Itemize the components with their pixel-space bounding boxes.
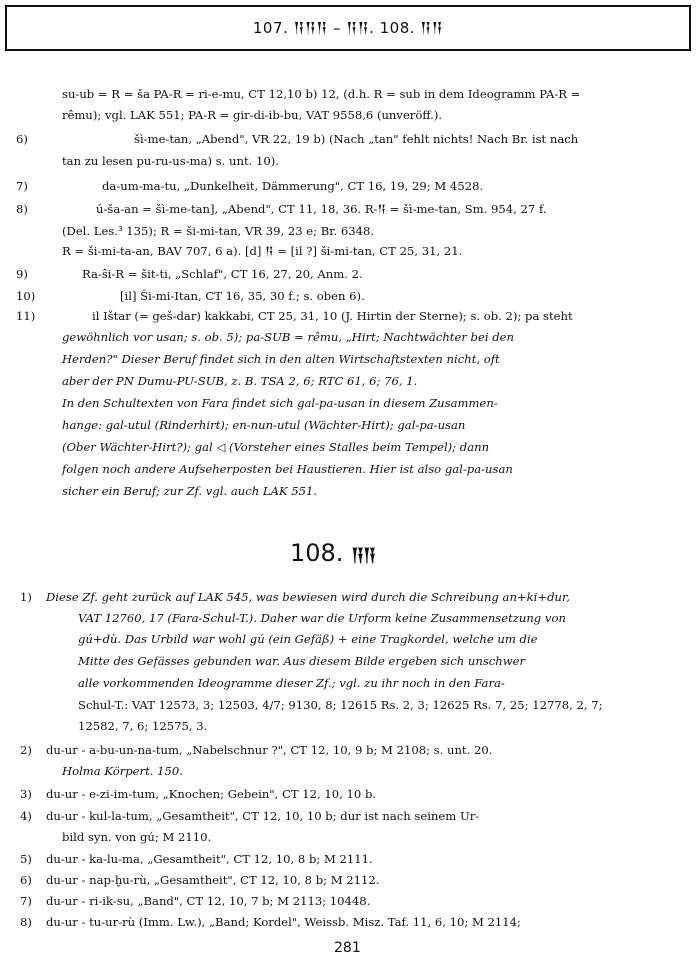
header-title: 107. 𒀀𒀀𒀀 – 𒀀𒀀. 108. 𒀀𒀀 [252,19,444,37]
text-line: da-um-ma-tu, „Dunkelheit, Dämmerung", CT 16, 19, 29; M 4528. [102,179,484,193]
text-line: il Ištar (= geš-dar) kakkabi, CT 25, 31, 10 (J. Hirtin der Sterne); s. ob. 2); pa steht [92,309,573,323]
text-line: R = ši-mi-ta-an, BAV 707, 6 a). [d] 𒀀 = [il ?] ši-mi-tan, CT 25, 31, 21. [62,244,463,258]
item-number: 6) [20,873,32,887]
item-number: 2) [20,743,32,757]
text-line: su-ub = R = ša PA-R = ri-e-mu, CT 12,10 b) 12, (d.h. R = sub in dem Ideogramm PA-R = [62,87,581,101]
text-line: Mitte des Gefässes gebunden war. Aus diesem Bilde ergeben sich unschwer [78,654,526,668]
item-number: 4) [20,809,32,823]
text-line: du-ur - nap-ḫu-rù, „Gesamtheit", CT 12, 10, 8 b; M 2112. [46,873,380,887]
item-number: 10) [16,289,36,303]
page-header [5,5,691,51]
text-line: rêmu); vgl. LAK 551; PA-R = gir-di-ib-bu, VAT 9558,6 (unveröff.). [62,108,443,122]
item-number: 7) [20,894,32,908]
text-line: du-ur - ri-ik-su, „Band", CT 12, 10, 7 b; M 2113; 10448. [46,894,371,908]
item-number: 1) [20,590,32,604]
item-number: 6) [16,132,28,146]
item-number: 3) [20,787,32,801]
cuneiform-sign: 𒀀𒀀 [351,545,376,566]
text-line: šì-me-tan, „Abend", VR 22, 19 b) (Nach „tan" fehlt nichts! Nach Br. ist nach [134,132,579,146]
text-line: alle vorkommenden Ideogramme dieser Zf.; vgl. zu ihr noch in den Fara- [78,676,505,690]
text-line: gú+dù. Das Urbild war wohl gú (ein Gefäß) + eine Tragkordel, welche um die [78,632,538,646]
section-heading [290,533,375,574]
text-line: du-ur - e-zi-im-tum, „Knochen; Gebein", CT 12, 10, 10 b. [46,787,377,801]
text-line: du-ur - kul-la-tum, „Gesamtheit", CT 12, 10, 10 b; dur ist nach seinem Ur- [46,809,480,823]
item-number: 5) [20,852,32,866]
text-line: (Ober Wächter-Hirt?); gal ◁ (Vorsteher eines Stalles beim Tempel); dann [62,440,490,454]
text-line: Ra-ŝi-R = šit-ti, „Schlaf", CT 16, 27, 20, Anm. 2. [82,267,363,281]
text-line: ú-ša-an = šì-me-tan], „Abend", CT 11, 18, 36. R-𒀀 = šì-me-tan, Sm. 954, 27 f. [96,202,547,216]
item-number: 11) [16,309,36,323]
text-line: Holma Körpert. 150. [62,764,183,778]
text-line: Herden?" Dieser Beruf findet sich in den alten Wirtschaftstexten nicht, oft [62,352,500,366]
item-number: 8) [16,202,28,216]
text-line: sicher ein Beruf; zur Zf. vgl. auch LAK 551. [62,484,318,498]
text-line: hange: gal-utul (Rinderhirt); en-nun-utul (Wächter-Hirt); gal-pa-usan [62,418,466,432]
text-line: bild syn. von gú; M 2110. [62,830,212,844]
text-line: [il] Ši-mi-Itan, CT 16, 35, 30 f.; s. oben 6). [120,289,365,303]
text-line: Diese Zf. geht zurück auf LAK 545, was bewiesen wird durch die Schreibung an+ki+dur, [46,590,570,604]
text-line: Schul-T.: VAT 12573, 3; 12503, 4/7; 9130, 8; 12615 Rs. 2, 3; 12625 Rs. 7, 25; 12778, 2, 7; [78,698,603,712]
text-line: gewöhnlich vor usan; s. ob. 5); pa-SUB = rêmu, „Hirt; Nachtwächter bei den [62,330,514,344]
text-line: tan zu lesen pu-ru-us-ma) s. unt. 10). [62,154,279,168]
section-number: 108. [290,539,344,567]
text-line: du-ur - tu-ur-rù (Imm. Lw.), „Band; Kordel", Weissb. Misz. Taf. 11, 6, 10; M 2114; [46,915,521,929]
text-line: folgen noch andere Aufseherposten bei Haustieren. Hier ist also gal-pa-usan [62,462,513,476]
text-line: VAT 12760, 17 (Fara-Schul-T.). Daher war die Urform keine Zusammensetzung von [78,611,566,625]
text-line: du-ur - a-bu-un-na-tum, „Nabelschnur ?", CT 12, 10, 9 b; M 2108; s. unt. 20. [46,743,493,757]
text-line: aber der PN Dumu-PU-SUB, z. B. TSA 2, 6; RTC 61, 6; 76, 1. [62,374,418,388]
page-number: 281 [334,940,361,956]
item-number: 9) [16,267,28,281]
item-number: 8) [20,915,32,929]
text-line: (Del. Les.³ 135); R = ši-mi-tan, VR 39, 23 e; Br. 6348. [62,224,375,238]
text-line: du-ur - ka-lu-ma, „Gesamtheit", CT 12, 10, 8 b; M 2111. [46,852,373,866]
text-line: In den Schultexten von Fara findet sich gal-pa-usan in diesem Zusammen- [62,396,498,410]
item-number: 7) [16,179,28,193]
text-line: 12582, 7, 6; 12575, 3. [78,719,208,733]
